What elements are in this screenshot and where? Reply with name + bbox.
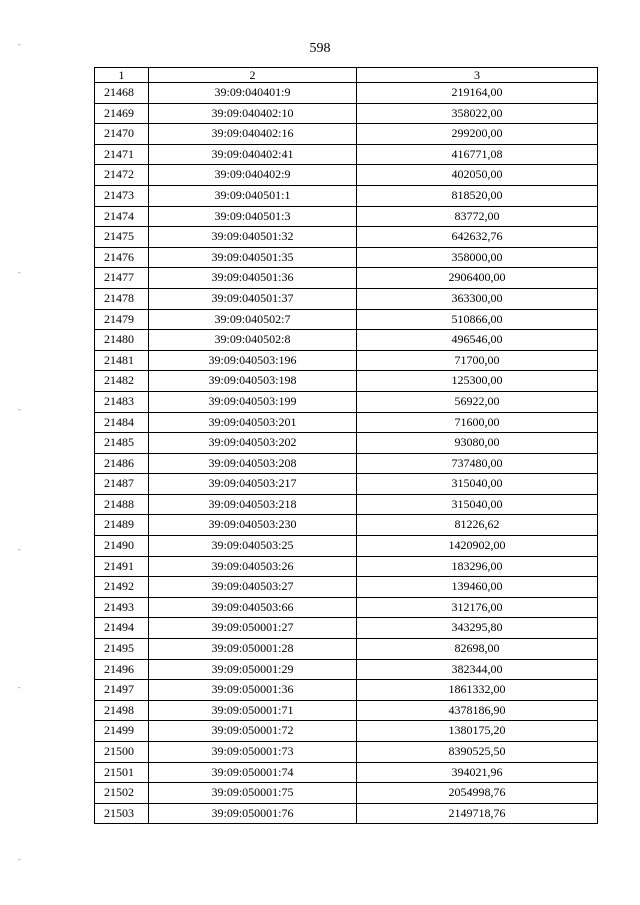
- table-row: [95, 556, 598, 577]
- table-row: [95, 103, 598, 124]
- value-cell: 71600,00: [357, 412, 598, 433]
- cadastral-number-cell: 39:09:040501:37: [149, 288, 357, 309]
- value-cell: 2149718,76: [357, 803, 598, 824]
- row-number-cell: 21500: [95, 742, 149, 763]
- table-row: [95, 165, 598, 186]
- value-cell: 82698,00: [357, 639, 598, 660]
- row-number-cell: 21475: [95, 227, 149, 248]
- cadastral-number-cell: 39:09:040401:9: [149, 83, 357, 104]
- cadastral-number-cell: 39:09:040501:32: [149, 227, 357, 248]
- row-number-cell: 21493: [95, 597, 149, 618]
- row-number-cell: 21485: [95, 433, 149, 454]
- table-row: [95, 494, 598, 515]
- scan-mark: -: [18, 40, 21, 49]
- row-number-cell: 21480: [95, 330, 149, 351]
- cadastral-number-cell: 39:09:040501:3: [149, 206, 357, 227]
- row-number-cell: 21497: [95, 680, 149, 701]
- table-row: [95, 659, 598, 680]
- table-row: [95, 185, 598, 206]
- cadastral-number-cell: 39:09:040501:35: [149, 247, 357, 268]
- cadastral-number-cell: 39:09:040503:196: [149, 350, 357, 371]
- row-number-cell: 21496: [95, 659, 149, 680]
- row-number-cell: 21472: [95, 165, 149, 186]
- value-cell: 402050,00: [357, 165, 598, 186]
- cadastral-number-cell: 39:09:040503:230: [149, 515, 357, 536]
- row-number-cell: 21499: [95, 721, 149, 742]
- row-number-cell: 21486: [95, 453, 149, 474]
- column-header-2: 2: [149, 68, 357, 83]
- row-number-cell: 21468: [95, 83, 149, 104]
- cadastral-number-cell: 39:09:040402:41: [149, 144, 357, 165]
- row-number-cell: 21479: [95, 309, 149, 330]
- cadastral-number-cell: 39:09:040402:9: [149, 165, 357, 186]
- row-number-cell: 21471: [95, 144, 149, 165]
- value-cell: 2906400,00: [357, 268, 598, 289]
- cadastral-number-cell: 39:09:040503:27: [149, 577, 357, 598]
- value-cell: 71700,00: [357, 350, 598, 371]
- table-row: [95, 247, 598, 268]
- cadastral-number-cell: 39:09:050001:71: [149, 700, 357, 721]
- cadastral-number-cell: 39:09:050001:72: [149, 721, 357, 742]
- value-cell: 382344,00: [357, 659, 598, 680]
- cadastral-number-cell: 39:09:040503:66: [149, 597, 357, 618]
- cadastral-number-cell: 39:09:040503:26: [149, 556, 357, 577]
- scan-mark: -: [18, 683, 21, 692]
- cadastral-number-cell: 39:09:040402:10: [149, 103, 357, 124]
- table-row: [95, 206, 598, 227]
- cadastral-number-cell: 39:09:040503:208: [149, 453, 357, 474]
- column-header-3: 3: [357, 68, 598, 83]
- table-row: [95, 453, 598, 474]
- cadastral-number-cell: 39:09:040503:198: [149, 371, 357, 392]
- row-number-cell: 21487: [95, 474, 149, 495]
- row-number-cell: 21482: [95, 371, 149, 392]
- table-row: [95, 330, 598, 351]
- value-cell: 363300,00: [357, 288, 598, 309]
- cadastral-number-cell: 39:09:040502:7: [149, 309, 357, 330]
- table-row: [95, 742, 598, 763]
- cadastral-number-cell: 39:09:040503:25: [149, 536, 357, 557]
- value-cell: 183296,00: [357, 556, 598, 577]
- scan-mark: -: [18, 545, 21, 554]
- table-row: [95, 144, 598, 165]
- value-cell: 83772,00: [357, 206, 598, 227]
- value-cell: 139460,00: [357, 577, 598, 598]
- table-row: [95, 577, 598, 598]
- cadastral-number-cell: 39:09:050001:76: [149, 803, 357, 824]
- value-cell: 4378186,90: [357, 700, 598, 721]
- row-number-cell: 21478: [95, 288, 149, 309]
- scan-mark: -: [18, 405, 21, 414]
- table-row: [95, 391, 598, 412]
- value-cell: 81226,62: [357, 515, 598, 536]
- row-number-cell: 21490: [95, 536, 149, 557]
- row-number-cell: 21502: [95, 783, 149, 804]
- value-cell: 312176,00: [357, 597, 598, 618]
- row-number-cell: 21481: [95, 350, 149, 371]
- table-row: [95, 288, 598, 309]
- cadastral-number-cell: 39:09:040502:8: [149, 330, 357, 351]
- scan-mark: -: [18, 855, 21, 864]
- value-cell: 125300,00: [357, 371, 598, 392]
- row-number-cell: 21473: [95, 185, 149, 206]
- row-number-cell: 21491: [95, 556, 149, 577]
- table-row: [95, 83, 598, 104]
- cadastral-number-cell: 39:09:050001:36: [149, 680, 357, 701]
- row-number-cell: 21494: [95, 618, 149, 639]
- table-row: [95, 124, 598, 145]
- table-row: [95, 721, 598, 742]
- value-cell: 219164,00: [357, 83, 598, 104]
- value-cell: 93080,00: [357, 433, 598, 454]
- cadastral-number-cell: 39:09:050001:28: [149, 639, 357, 660]
- page-number: 598: [309, 41, 331, 56]
- table-row: [95, 700, 598, 721]
- value-cell: 1420902,00: [357, 536, 598, 557]
- row-number-cell: 21489: [95, 515, 149, 536]
- cadastral-number-cell: 39:09:040503:199: [149, 391, 357, 412]
- data-table: [94, 67, 598, 824]
- value-cell: 818520,00: [357, 185, 598, 206]
- table-row: [95, 412, 598, 433]
- table-row: [95, 371, 598, 392]
- value-cell: 343295,80: [357, 618, 598, 639]
- cadastral-number-cell: 39:09:040503:217: [149, 474, 357, 495]
- table-row: [95, 536, 598, 557]
- value-cell: 510866,00: [357, 309, 598, 330]
- value-cell: 358000,00: [357, 247, 598, 268]
- value-cell: 496546,00: [357, 330, 598, 351]
- row-number-cell: 21477: [95, 268, 149, 289]
- table-row: [95, 227, 598, 248]
- row-number-cell: 21503: [95, 803, 149, 824]
- cadastral-number-cell: 39:09:040503:202: [149, 433, 357, 454]
- row-number-cell: 21484: [95, 412, 149, 433]
- value-cell: 737480,00: [357, 453, 598, 474]
- row-number-cell: 21495: [95, 639, 149, 660]
- table-row: [95, 597, 598, 618]
- row-number-cell: 21492: [95, 577, 149, 598]
- table-row: [95, 268, 598, 289]
- cadastral-number-cell: 39:09:040402:16: [149, 124, 357, 145]
- value-cell: 416771,08: [357, 144, 598, 165]
- cadastral-number-cell: 39:09:040503:201: [149, 412, 357, 433]
- value-cell: 56922,00: [357, 391, 598, 412]
- table-row: [95, 680, 598, 701]
- cadastral-number-cell: 39:09:050001:74: [149, 762, 357, 783]
- row-number-cell: 21469: [95, 103, 149, 124]
- value-cell: 1380175,20: [357, 721, 598, 742]
- value-cell: 394021,96: [357, 762, 598, 783]
- value-cell: 1861332,00: [357, 680, 598, 701]
- value-cell: 358022,00: [357, 103, 598, 124]
- cadastral-number-cell: 39:09:050001:27: [149, 618, 357, 639]
- table-row: [95, 803, 598, 824]
- value-cell: 315040,00: [357, 474, 598, 495]
- table-row: [95, 783, 598, 804]
- table-header-row: [95, 68, 598, 83]
- value-cell: 315040,00: [357, 494, 598, 515]
- row-number-cell: 21488: [95, 494, 149, 515]
- table-body: [95, 68, 598, 824]
- value-cell: 2054998,76: [357, 783, 598, 804]
- row-number-cell: 21470: [95, 124, 149, 145]
- cadastral-number-cell: 39:09:040501:36: [149, 268, 357, 289]
- table-row: [95, 762, 598, 783]
- cadastral-number-cell: 39:09:040501:1: [149, 185, 357, 206]
- table-row: [95, 639, 598, 660]
- table-row: [95, 515, 598, 536]
- table-row: [95, 350, 598, 371]
- value-cell: 299200,00: [357, 124, 598, 145]
- row-number-cell: 21474: [95, 206, 149, 227]
- column-header-1: 1: [95, 68, 149, 83]
- value-cell: 8390525,50: [357, 742, 598, 763]
- cadastral-number-cell: 39:09:050001:75: [149, 783, 357, 804]
- table-row: [95, 618, 598, 639]
- table-row: [95, 433, 598, 454]
- row-number-cell: 21483: [95, 391, 149, 412]
- cadastral-number-cell: 39:09:050001:29: [149, 659, 357, 680]
- cadastral-number-cell: 39:09:040503:218: [149, 494, 357, 515]
- row-number-cell: 21501: [95, 762, 149, 783]
- table-row: [95, 474, 598, 495]
- scan-mark: -: [18, 268, 21, 277]
- cadastral-number-cell: 39:09:050001:73: [149, 742, 357, 763]
- table-row: [95, 309, 598, 330]
- row-number-cell: 21476: [95, 247, 149, 268]
- row-number-cell: 21498: [95, 700, 149, 721]
- value-cell: 642632,76: [357, 227, 598, 248]
